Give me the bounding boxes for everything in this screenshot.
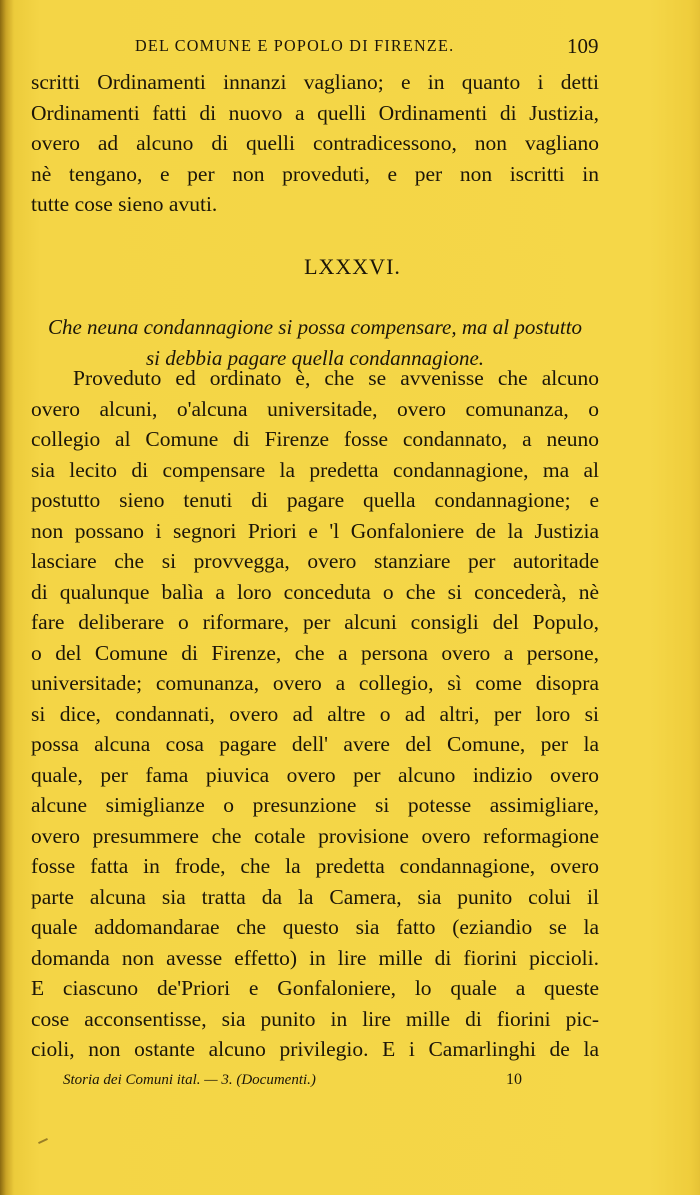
paragraph-main <box>31 363 599 1065</box>
text-line: universitade; comunanza, overo a collegio, sì come disopra <box>31 671 599 695</box>
text-line: Ordinamenti fatti di nuovo a quelli Ordinamenti di Justizia, <box>31 100 599 125</box>
text-line: alcune simiglianze o presunzione si potesse assimigliare, <box>31 793 599 817</box>
text-line: cioli, non ostante alcuno privilegio. E i Camarlinghi de la <box>31 1037 599 1061</box>
text-line: Proveduto ed ordinato è, che se avvenisse che alcuno <box>73 366 599 390</box>
text-line: E ciascuno de'Priori e Gonfaloniere, lo quale a queste <box>31 976 599 1000</box>
text-line: quale, per fama piuvica overo per alcuno indizio overo <box>31 762 599 787</box>
text-line: cose acconsentisse, sia punito in lire mille di fiorini pic- <box>31 1006 599 1031</box>
chapter-title-line: si debbia pagare quella condannagione. <box>145 346 485 370</box>
page-footer <box>0 1072 700 1096</box>
paragraph-continued <box>31 67 599 220</box>
text-line: fare deliberare o riformare, per alcuni consigli del Populo, <box>31 610 599 634</box>
text-line: postutto sieno tenuti di pagare quella condannagione; e <box>31 488 599 512</box>
paper-speck <box>38 1138 48 1144</box>
running-title: DEL COMUNE E POPOLO DI FIRENZE. <box>135 36 455 55</box>
footer-source-line: Storia dei Comuni ital. — 3. (Documenti.) <box>63 1072 316 1088</box>
text-line: domanda non avesse effetto) in lire mille di fiorini piccioli. <box>31 945 599 970</box>
text-line: overo ad alcuno di quelli contradicessono, non vagliano <box>31 131 599 155</box>
text-line: fosse fatta in frode, che la predetta condannagione, overo <box>31 854 599 878</box>
chapter-title-line: Che neuna condannagione si possa compensare, ma al postutto <box>47 315 583 339</box>
text-line: non possano i segnori Priori e 'l Gonfaloniere de la Justizia <box>31 518 599 543</box>
text-line: overo alcuni, o'alcuna universitade, overo comunanza, o <box>31 396 599 421</box>
text-line: parte alcuna sia tratta da la Camera, sia punito colui il <box>31 884 599 909</box>
running-head <box>0 36 700 66</box>
text-line: collegio al Comune di Firenze fosse condannato, a neuno <box>31 427 599 451</box>
text-line: o del Comune di Firenze, che a persona overo a persone, <box>31 640 599 665</box>
text-line: di qualunque balìa a loro conceduta o che si concederà, nè <box>31 579 599 604</box>
text-line: nè tengano, e per non proveduti, e per non iscritti in <box>31 161 599 186</box>
text-line: scritti Ordinamenti innanzi vagliano; e in quanto i detti <box>31 70 599 94</box>
text-line: si dice, condannati, overo ad altre o ad altri, per loro si <box>31 701 599 726</box>
text-line: overo presummere che cotale provisione overo reformagione <box>31 823 599 848</box>
text-line: quale addomandarae che questo sia fatto (eziandio se la <box>31 915 599 939</box>
signature-mark: 10 <box>506 1071 522 1088</box>
text-line: possa alcuna cosa pagare dell' avere del Comune, per la <box>31 732 599 756</box>
text-line: lasciare che si provvegga, overo stanziare per autoritade <box>31 549 599 573</box>
chapter-number: LXXXVI. <box>304 254 401 279</box>
text-line: tutte cose sieno avuti. <box>31 192 218 216</box>
page-number: 109 <box>567 34 599 58</box>
text-line: sia lecito di compensare la predetta condannagione, ma al <box>31 457 599 482</box>
